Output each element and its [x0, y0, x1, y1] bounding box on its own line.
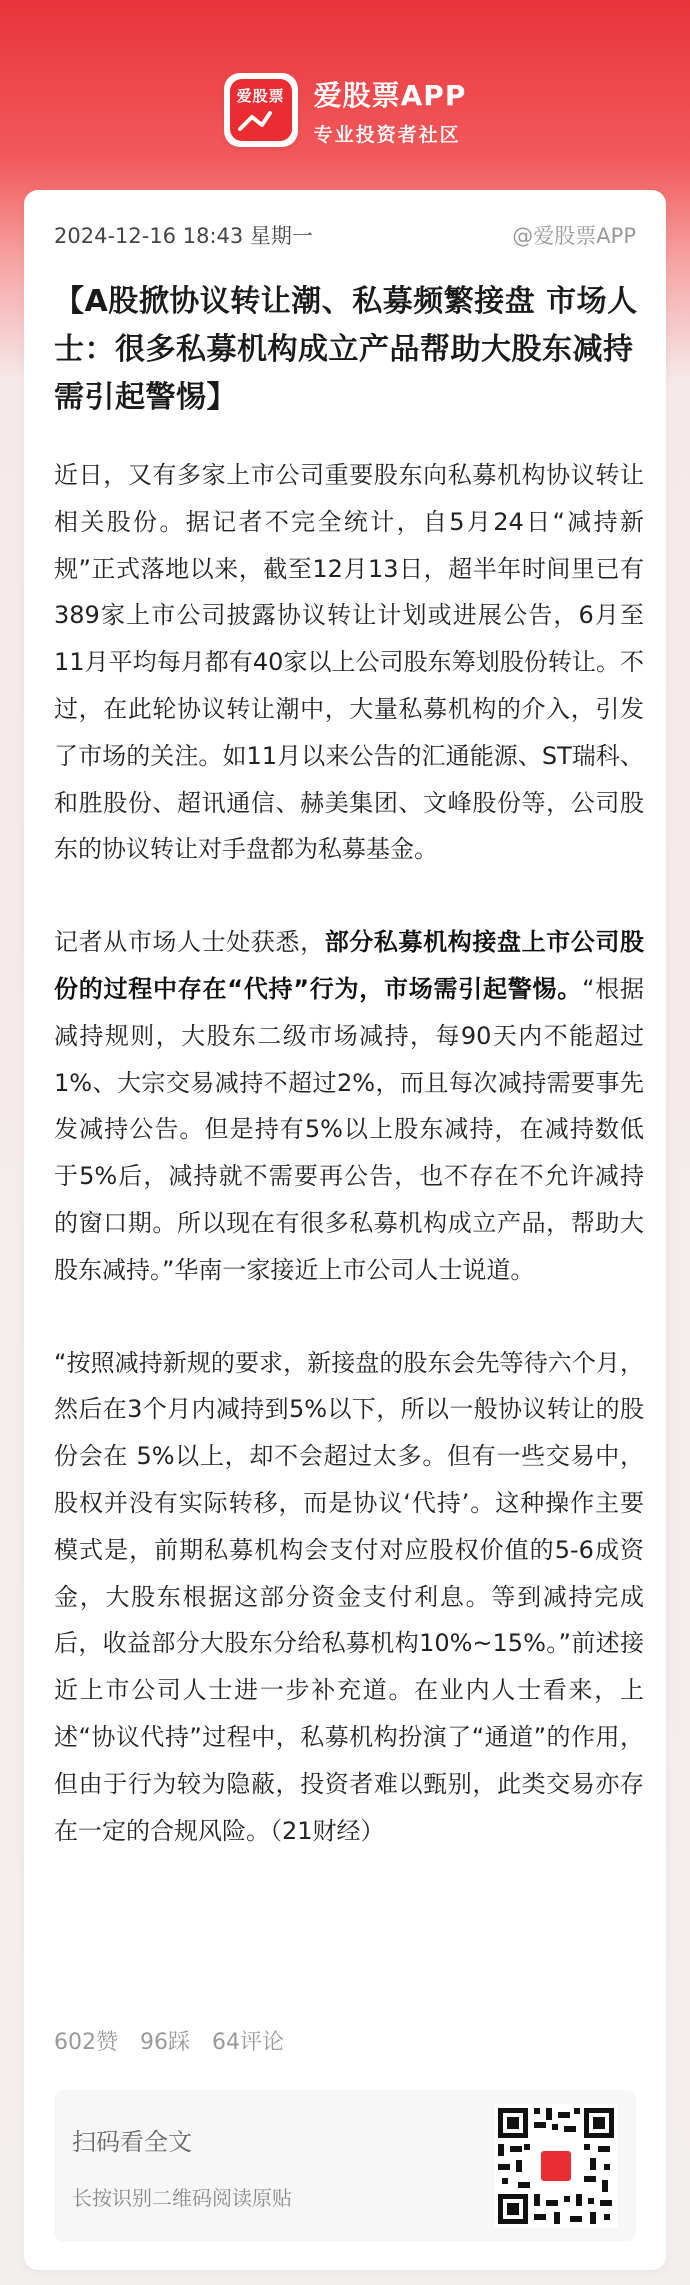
logo-text: 爱股票 — [236, 87, 285, 105]
paragraph-1: 近日，又有多家上市公司重要股东向私募机构协议转让相关股份。据记者不完全统计，自5月24日“减持新规”正式落地以来，截至12月13日，超半年时间里已有389家上市公司披露协议转让计划或进展公告，6月至11月平均每月都有40家以上公司股东筹划股份转让。不过，在此轮协议转让潮中，大量私募机构的介入，引发了市场的关注。如11月以来公告的汇通能源、ST瑞科、和胜股份、超讯通信、赫美集团、文峰股份等，公司股东的协议转让对手盘都为私募基金。 — [54, 461, 644, 864]
paragraph-2-lead: 记者从市场人士处获悉， — [54, 928, 325, 957]
post-source[interactable]: @爱股票APP — [512, 224, 636, 248]
chart-trend-icon — [236, 107, 286, 135]
paragraph-3: “按照减持新规的要求，新接盘的股东会先等待六个月，然后在3个月内减持到5%以下，所以一般协议转让的股份会在 5%以上，却不会超过太多。但有一些交易中，股权并没有实际转移，而是协议‘代持’。这种操作主要模式是，前期私募机构会支付对应股权价值的5-6成资金，大股东根据这部分资金支付利息。等到减持完成后，收益部分大股东分给私募机构10%~15%。”前述接近上市公司人士进一步补充道。在业内人士看来，上述“协议代持”过程中，私募机构扮演了“通道”的作用，但由于行为较为隐蔽，投资者难以甄别，此类交易亦存在一定的合规风险。（21财经） — [54, 1348, 644, 1845]
comments-count[interactable]: 64评论 — [212, 2030, 284, 2055]
post-stats — [54, 2025, 284, 2056]
brand-subtitle: 专业投资者社区 — [313, 123, 461, 146]
brand-name: 爱股票APP — [313, 78, 467, 112]
paragraph-2-rest: “根据减持规则，大股东二级市场减持，每90天内不能超过1%、大宗交易减持不超过2%，而且每次减持需要事先发减持公告。但是持有5%以上股东减持，在减持数低于5%后，减持就不需要再公告，也不存在不允许减持的窗口期。所以现在有很多私募机构成立产品，帮助大股东减持。”华南一家接近上市公司人士说道。 — [54, 974, 644, 1284]
qr-logo — [538, 2148, 574, 2184]
post-meta — [54, 220, 636, 250]
paragraph-2-highlight: 部分私募机构接盘上市公司股份的过程中存在“代持”行为，市场需引起警惕。 — [54, 928, 645, 1003]
dislikes-count[interactable]: 96踩 — [140, 2030, 190, 2055]
app-header — [0, 60, 690, 160]
paragraph-2 — [54, 919, 644, 1293]
scan-title: 扫码看全文 — [72, 2128, 192, 2156]
post-card — [24, 190, 666, 2270]
likes-count[interactable]: 602赞 — [54, 2030, 118, 2055]
app-logo — [224, 73, 298, 147]
article-body — [54, 452, 644, 1854]
post-title: 【A股掀协议转让潮、私募频繁接盘 市场人士：很多私募机构成立产品帮助大股东减持 需引起警惕】 — [54, 284, 638, 415]
scan-subtitle: 长按识别二维码阅读原贴 — [72, 2186, 292, 2210]
post-datetime: 2024-12-16 18:43 星期一 — [54, 224, 313, 248]
share-footer — [54, 2090, 636, 2242]
qr-code[interactable] — [494, 2104, 618, 2228]
